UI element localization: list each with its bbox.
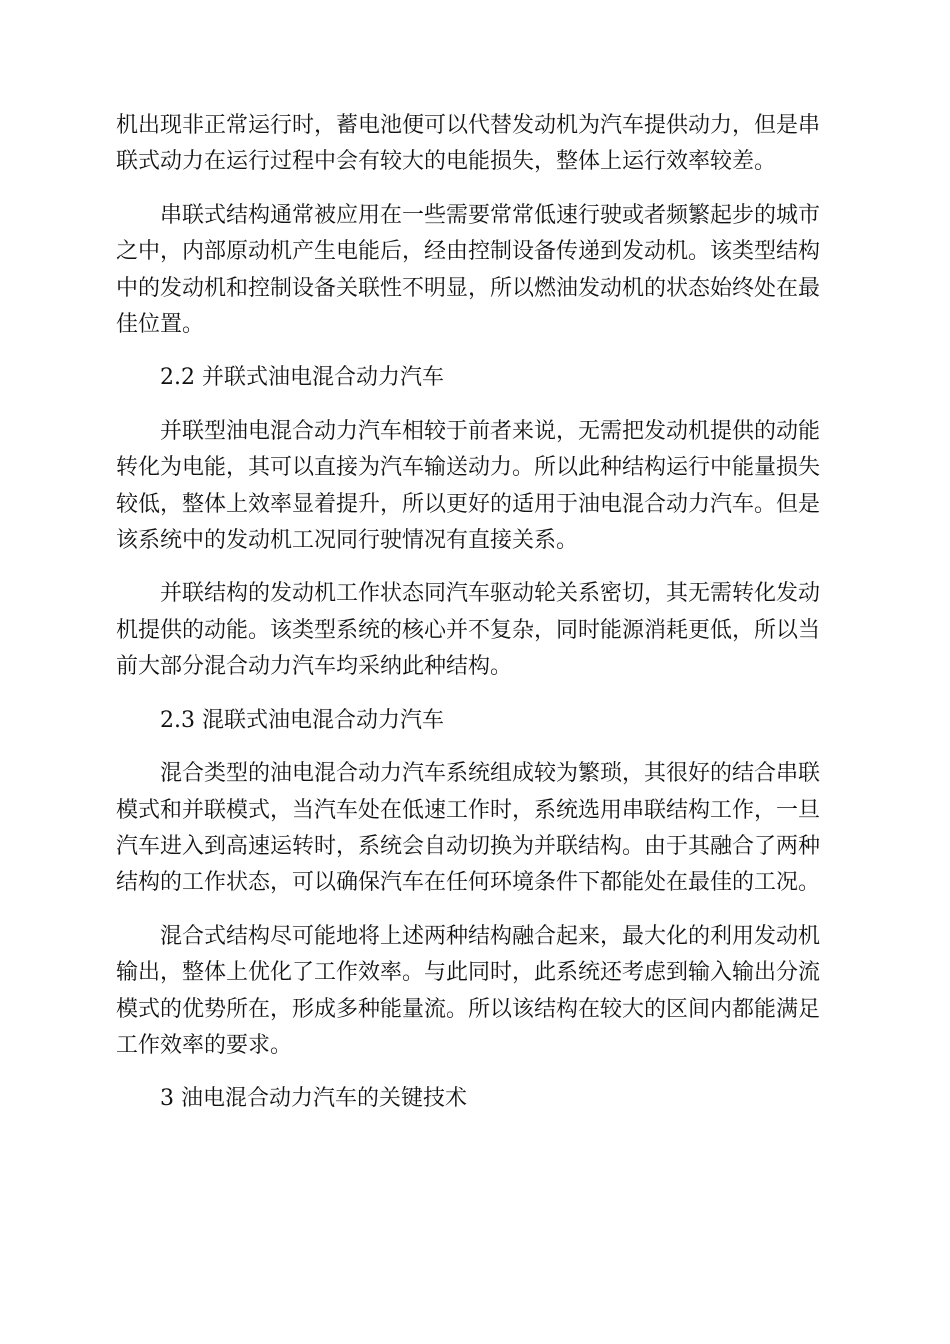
section-heading-3 (116, 1081, 832, 1117)
heading-text: 3 油电混合动力汽车的关键技术 (160, 1086, 467, 1112)
heading-text: 2.3 混联式油电混合动力汽车 (160, 707, 444, 733)
text-line: 汽车进入到高速运转时，系统会自动切换为并联结构。由于其融合了两种 (116, 833, 821, 859)
text-line: 机提供的动能。该类型系统的核心并不复杂，同时能源消耗更低，所以当 (116, 617, 821, 643)
text-line: 该系统中的发动机工况同行驶情况有直接关系。 (116, 528, 579, 554)
text-line: 串联式结构通常被应用在一些需要常常低速行驶或者频繁起步的城市 (160, 202, 821, 228)
paragraph-5 (116, 756, 832, 902)
text-line: 输出，整体上优化了工作效率。与此同时，此系统还考虑到输入输出分流 (116, 960, 821, 986)
paragraph-6 (116, 919, 832, 1065)
text-line: 模式的优势所在，形成多种能量流。所以该结构在较大的区间内都能满足 (116, 996, 821, 1022)
text-line: 佳位置。 (116, 312, 205, 338)
text-line: 联式动力在运行过程中会有较大的电能损失，整体上运行效率较差。 (116, 149, 777, 175)
text-line: 结构的工作状态，可以确保汽车在任何环境条件下都能处在最佳的工况。 (116, 870, 821, 896)
text-line: 之中，内部原动机产生电能后，经由控制设备传递到发动机。该类型结构 (116, 239, 821, 265)
paragraph-2 (116, 198, 832, 344)
text-line: 工作效率的要求。 (116, 1032, 293, 1058)
paragraph-4 (116, 576, 832, 685)
section-heading-2-2 (116, 360, 832, 396)
text-line: 混合类型的油电混合动力汽车系统组成较为繁琐，其很好的结合串联 (160, 761, 821, 787)
text-line: 转化为电能，其可以直接为汽车输送动力。所以此种结构运行中能量损失 (116, 455, 821, 481)
text-line: 并联型油电混合动力汽车相较于前者来说，无需把发动机提供的动能 (160, 418, 821, 444)
paragraph-3 (116, 414, 832, 560)
text-line: 混合式结构尽可能地将上述两种结构融合起来，最大化的利用发动机 (160, 923, 821, 949)
document-page (116, 108, 832, 1135)
text-line: 前大部分混合动力汽车均采纳此种结构。 (116, 654, 513, 680)
heading-text: 2.2 并联式油电混合动力汽车 (160, 365, 444, 391)
text-line: 模式和并联模式，当汽车处在低速工作时，系统选用串联结构工作，一旦 (116, 797, 821, 823)
paragraph-1 (116, 108, 832, 181)
text-line: 并联结构的发动机工作状态同汽车驱动轮关系密切，其无需转化发动 (160, 581, 821, 607)
text-line: 机出现非正常运行时，蓄电池便可以代替发动机为汽车提供动力，但是串 (116, 113, 821, 138)
text-line: 较低，整体上效率显着提升，所以更好的适用于油电混合动力汽车。但是 (116, 491, 821, 517)
text-line: 中的发动机和控制设备关联性不明显，所以燃油发动机的状态始终处在最 (116, 275, 821, 301)
section-heading-2-3 (116, 703, 832, 739)
